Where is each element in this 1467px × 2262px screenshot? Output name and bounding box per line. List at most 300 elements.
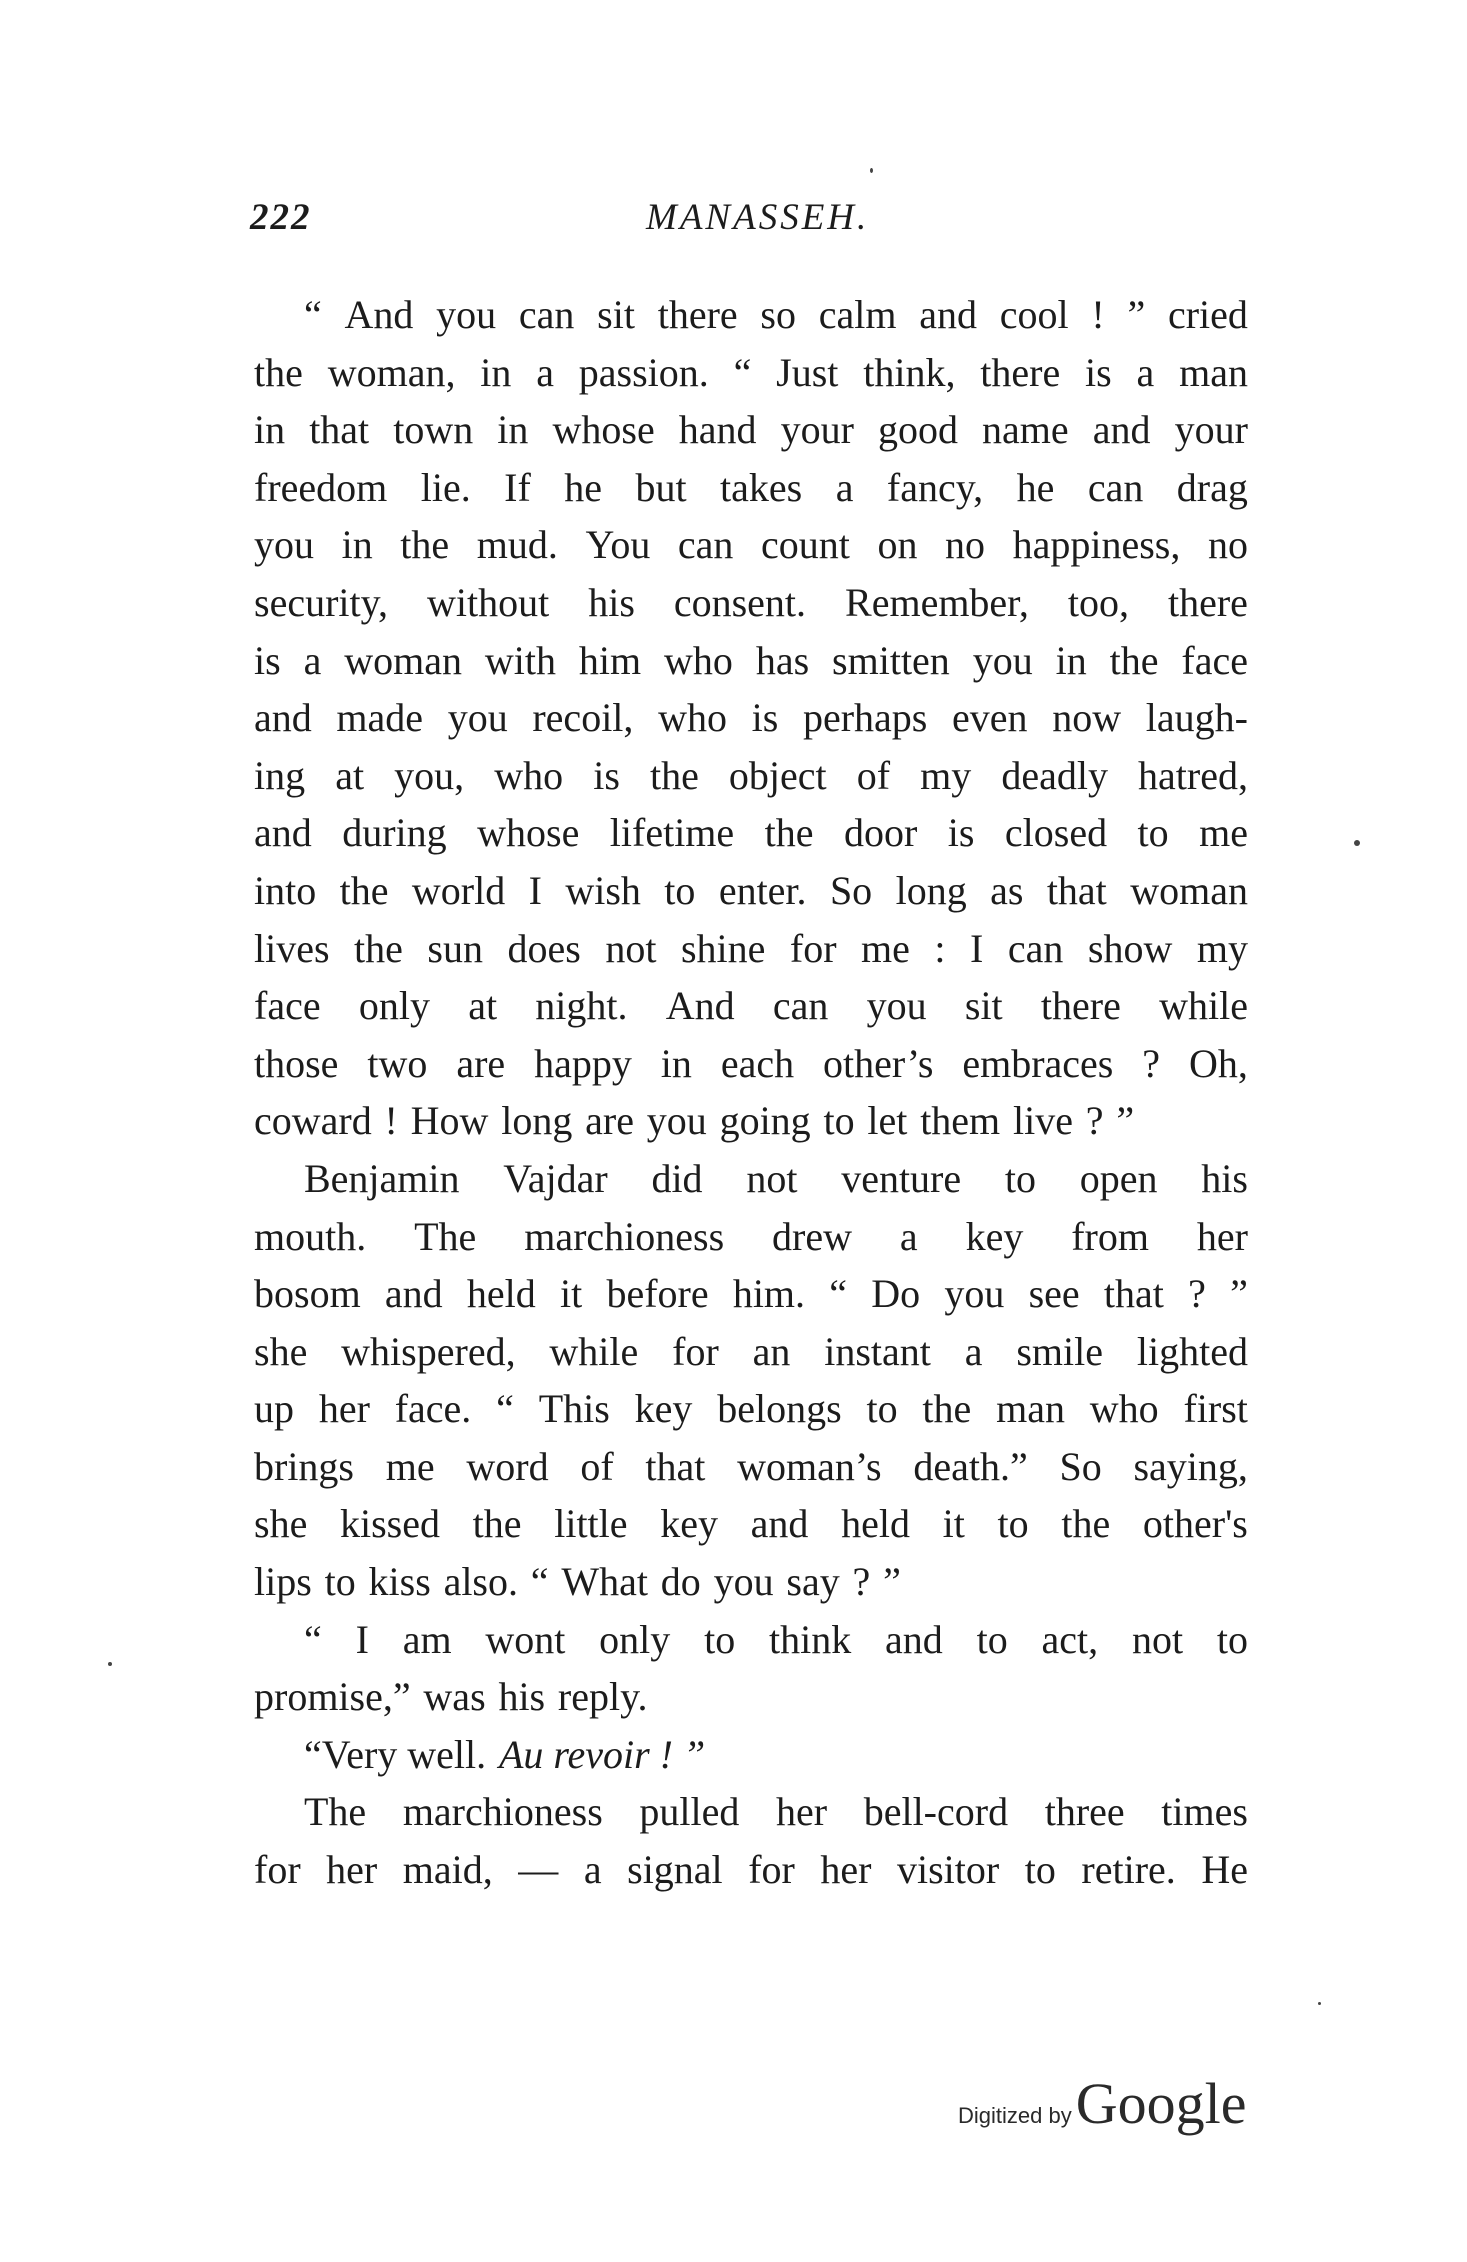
word: he — [1016, 464, 1055, 510]
word: “ — [530, 1559, 549, 1605]
word: signal — [627, 1847, 723, 1893]
word: key — [634, 1386, 693, 1432]
word: lips — [254, 1559, 312, 1605]
word: think, — [863, 349, 956, 395]
word: to — [324, 1559, 356, 1605]
page-header — [250, 196, 1250, 256]
word: live — [1012, 1098, 1073, 1144]
word: there — [1040, 983, 1121, 1029]
word: my — [1196, 925, 1248, 971]
word: drew — [772, 1213, 853, 1259]
word: ? — [1085, 1098, 1104, 1144]
word: long — [895, 867, 967, 913]
word: your — [780, 407, 854, 453]
google-logo: Google — [1075, 2071, 1247, 2136]
word: sun — [427, 925, 483, 971]
word: on — [877, 522, 918, 568]
word: and — [750, 1501, 809, 1547]
word: am — [402, 1616, 452, 1662]
word: saying, — [1133, 1443, 1248, 1489]
word: ing — [254, 752, 306, 798]
text-line — [254, 1841, 1248, 1899]
word: ” — [1127, 292, 1146, 337]
text-line — [254, 920, 1248, 978]
word: happiness, — [1012, 522, 1181, 568]
word: Benjamin — [304, 1155, 460, 1201]
word: and — [1092, 407, 1151, 453]
word: no — [1207, 522, 1248, 568]
word: key — [660, 1501, 718, 1547]
text-line — [254, 747, 1248, 805]
page-number: 222 — [250, 197, 312, 238]
word: little — [554, 1501, 628, 1547]
word: only — [599, 1616, 671, 1662]
word: open — [1079, 1155, 1158, 1201]
word: made — [336, 695, 424, 741]
word: think — [769, 1616, 852, 1662]
text-line — [254, 862, 1248, 920]
text-line — [254, 1380, 1248, 1438]
word: recoil, — [532, 695, 634, 741]
word: a — [536, 349, 554, 395]
word: and — [254, 810, 312, 856]
word: let — [867, 1098, 908, 1144]
word: that — [1103, 1271, 1164, 1317]
word: face — [254, 983, 321, 1029]
word: ? — [852, 1559, 871, 1605]
word: wont — [485, 1616, 566, 1662]
word: “ — [496, 1386, 514, 1432]
word: that — [309, 407, 370, 453]
word: see — [1028, 1271, 1080, 1317]
word: show — [1087, 925, 1173, 971]
word: for — [672, 1328, 719, 1374]
text-line — [254, 286, 1248, 344]
word: that — [1046, 867, 1107, 913]
word: for — [789, 925, 837, 971]
text-line — [254, 1265, 1248, 1323]
word: hatred, — [1138, 752, 1248, 798]
word: a — [303, 637, 322, 683]
word: you — [713, 1559, 774, 1605]
word: other’s — [823, 1040, 934, 1086]
word: only — [358, 983, 430, 1029]
word: belongs — [717, 1386, 842, 1432]
word: the — [1061, 1501, 1111, 1547]
word: did — [651, 1155, 703, 1201]
word: to — [1024, 1847, 1056, 1893]
word: from — [1071, 1213, 1149, 1259]
word: I — [528, 867, 542, 913]
word: without — [427, 579, 550, 625]
word: before — [606, 1271, 709, 1317]
word: kiss — [368, 1559, 431, 1605]
word: for — [748, 1847, 795, 1893]
word: as — [990, 867, 1024, 913]
word: “ — [733, 349, 752, 395]
word: : — [934, 925, 946, 971]
scan-speck — [1318, 2002, 1321, 2005]
italic-phrase: Au revoir ! ” — [498, 1731, 706, 1777]
word: she — [254, 1328, 308, 1374]
running-title: MANASSEH. — [646, 197, 870, 238]
word: coward — [254, 1098, 372, 1144]
text-line — [254, 344, 1248, 402]
word: even — [952, 695, 1028, 741]
word: act, — [1041, 1616, 1099, 1662]
word: happy — [534, 1040, 632, 1086]
word: You — [585, 522, 651, 568]
word: in — [341, 522, 373, 568]
word: lighted — [1136, 1328, 1248, 1374]
word: name — [982, 407, 1069, 453]
word: freedom — [254, 464, 388, 510]
word: the — [1109, 637, 1159, 683]
text-line — [254, 689, 1248, 747]
scan-speck — [870, 168, 873, 173]
word: a — [583, 1847, 602, 1893]
word: is — [593, 752, 620, 798]
word: and — [254, 695, 312, 741]
word: to — [976, 1616, 1008, 1662]
word: but — [635, 464, 687, 510]
word: woman’s — [737, 1443, 882, 1489]
word: closed — [1004, 810, 1108, 856]
word: Just — [776, 349, 839, 395]
word: instant — [824, 1328, 931, 1374]
word: first — [1183, 1386, 1248, 1432]
word: you — [646, 1098, 707, 1144]
word: at — [468, 983, 498, 1029]
word: Oh, — [1189, 1040, 1248, 1086]
word: whose — [477, 810, 580, 856]
word: he — [564, 464, 603, 510]
text-line — [254, 1035, 1248, 1093]
word: face — [1181, 637, 1248, 683]
word: his — [588, 579, 635, 625]
scan-speck — [108, 1662, 112, 1666]
body-text — [254, 286, 1248, 1899]
word: the — [649, 752, 699, 798]
word: drag — [1176, 464, 1248, 510]
text-line — [254, 1150, 1248, 1208]
word: and — [919, 292, 977, 337]
word: consent. — [673, 579, 807, 625]
word: So — [829, 867, 873, 913]
word: while — [1159, 983, 1248, 1029]
word: for — [254, 1847, 301, 1893]
text-line — [254, 1726, 1248, 1784]
word: face. — [394, 1386, 472, 1432]
word: of — [856, 752, 891, 798]
word: And — [344, 292, 414, 337]
word: smile — [1016, 1328, 1104, 1374]
word: can — [1087, 464, 1144, 510]
text-line — [254, 977, 1248, 1035]
word: two — [367, 1040, 428, 1086]
word: world — [411, 867, 506, 913]
text-line — [254, 1783, 1248, 1841]
word: held — [841, 1501, 910, 1547]
word: and — [885, 1616, 943, 1662]
word: man — [1179, 349, 1248, 395]
word: shine — [680, 925, 766, 971]
word: Vajdar — [503, 1155, 608, 1201]
word: say — [786, 1559, 840, 1605]
word: woman, — [327, 349, 456, 395]
word: perhaps — [802, 695, 928, 741]
word: whispered, — [341, 1328, 516, 1374]
word: and — [384, 1271, 443, 1317]
word: the — [472, 1501, 522, 1547]
word: bell-cord — [863, 1789, 1009, 1835]
word: it — [942, 1501, 965, 1547]
word: death.” — [913, 1443, 1028, 1489]
word: can — [677, 522, 734, 568]
word: she — [254, 1501, 308, 1547]
word: good — [877, 407, 958, 453]
word: you — [972, 637, 1033, 683]
word: hand — [678, 407, 757, 453]
word: to — [1137, 810, 1169, 856]
word: no — [945, 522, 986, 568]
word: the — [400, 522, 450, 568]
word: my — [920, 752, 972, 798]
word: there — [657, 292, 738, 337]
word: to — [1004, 1155, 1037, 1201]
word: enter. — [718, 867, 807, 913]
word: visitor — [896, 1847, 1000, 1893]
word: not — [1131, 1616, 1184, 1662]
word: brings — [254, 1443, 354, 1489]
word: The — [414, 1213, 477, 1259]
word: your — [1174, 407, 1248, 453]
word: He — [1201, 1847, 1248, 1893]
text-line — [254, 1611, 1248, 1669]
text-line — [254, 1208, 1248, 1266]
word: each — [720, 1040, 795, 1086]
word: in — [480, 349, 512, 395]
word: you — [254, 522, 314, 568]
word: was — [423, 1674, 486, 1720]
text-line — [254, 1092, 1248, 1150]
word: three — [1044, 1789, 1125, 1835]
word: cool — [999, 292, 1069, 337]
word: now — [1052, 695, 1122, 741]
word: to — [823, 1098, 855, 1144]
word: him — [578, 637, 642, 683]
word: embraces — [962, 1040, 1114, 1086]
word: the — [254, 349, 303, 395]
word: passion. — [578, 349, 709, 395]
word: I — [970, 925, 984, 971]
word: is — [254, 637, 281, 683]
word: mouth. — [254, 1213, 367, 1259]
word: her — [318, 1386, 370, 1432]
word: How — [410, 1098, 489, 1144]
word: “ — [829, 1271, 848, 1317]
digitized-by-watermark — [958, 2070, 1246, 2137]
word: in — [660, 1040, 692, 1086]
word: So — [1059, 1443, 1102, 1489]
word: long — [501, 1098, 573, 1144]
word: What — [561, 1559, 648, 1605]
word: bosom — [254, 1271, 361, 1317]
word: ? — [1142, 1040, 1161, 1086]
word: in — [254, 407, 286, 453]
text-run: “Very well. — [304, 1731, 487, 1777]
word: ” — [883, 1559, 901, 1605]
word: you — [944, 1271, 1005, 1317]
word: the — [922, 1386, 972, 1432]
word: pulled — [639, 1789, 740, 1835]
word: door — [843, 810, 918, 856]
text-line — [254, 401, 1248, 459]
text-line — [254, 804, 1248, 862]
word: word — [466, 1443, 549, 1489]
word: her — [326, 1847, 378, 1893]
word: “ — [304, 1616, 322, 1662]
word: me — [1199, 810, 1248, 856]
word: who — [664, 637, 733, 683]
word: them — [920, 1098, 1001, 1144]
word: a — [899, 1213, 918, 1259]
word: ? — [1188, 1271, 1206, 1317]
word: If — [504, 464, 531, 510]
word: lives — [254, 925, 330, 971]
word: the — [354, 925, 403, 971]
word: ” — [1230, 1271, 1248, 1317]
scan-speck — [1354, 840, 1360, 846]
word: do — [660, 1559, 701, 1605]
word: with — [484, 637, 557, 683]
word: who — [1089, 1386, 1159, 1432]
word: can — [1007, 925, 1064, 971]
word: a — [964, 1328, 983, 1374]
text-line — [254, 1323, 1248, 1381]
word: it — [559, 1271, 583, 1317]
text-line — [254, 1553, 1248, 1611]
word: me — [861, 925, 910, 971]
word: does — [507, 925, 581, 971]
word: kissed — [340, 1501, 440, 1547]
text-line — [254, 1438, 1248, 1496]
word: Remember, — [845, 579, 1029, 625]
word: The — [304, 1789, 367, 1835]
word: me — [385, 1443, 435, 1489]
word: you — [866, 983, 927, 1029]
word: an — [752, 1328, 791, 1374]
word: in — [1055, 637, 1087, 683]
word: too, — [1067, 579, 1129, 625]
word: town — [393, 407, 474, 453]
word: laugh- — [1145, 695, 1248, 741]
word: Do — [871, 1271, 921, 1317]
word: object — [728, 752, 827, 798]
word: cried — [1167, 292, 1248, 337]
word: those — [254, 1040, 339, 1086]
word: reply. — [557, 1674, 648, 1720]
word: there — [980, 349, 1061, 395]
text-line — [254, 1495, 1248, 1553]
word: the — [764, 810, 814, 856]
word: to — [997, 1501, 1029, 1547]
word: “ — [304, 292, 322, 337]
word: also. — [443, 1559, 518, 1605]
text-line — [254, 1668, 1248, 1726]
word: is — [947, 810, 975, 856]
word: is — [1085, 349, 1112, 395]
word: count — [761, 522, 850, 568]
word: are — [585, 1098, 634, 1144]
word: there — [1167, 579, 1248, 625]
word: while — [549, 1328, 639, 1374]
word: ! — [384, 1098, 398, 1144]
text-line — [254, 632, 1248, 690]
word: sit — [597, 292, 635, 337]
word: whose — [552, 407, 655, 453]
word: man — [996, 1386, 1065, 1432]
word: in — [497, 407, 529, 453]
word: her — [776, 1789, 828, 1835]
word: ” — [1116, 1098, 1135, 1144]
word: other's — [1142, 1501, 1248, 1547]
word: you — [447, 695, 508, 741]
word: his — [498, 1674, 546, 1720]
word: takes — [720, 464, 803, 510]
word: not — [746, 1155, 798, 1201]
word: venture — [841, 1155, 962, 1201]
word: key — [965, 1213, 1024, 1259]
word: times — [1161, 1789, 1248, 1835]
word: can — [772, 983, 829, 1029]
word: — — [518, 1847, 559, 1893]
word: a — [835, 464, 854, 510]
word: security, — [254, 579, 389, 625]
word: is — [751, 695, 779, 741]
word: calm — [818, 292, 897, 337]
word: so — [760, 292, 796, 337]
word: into — [254, 867, 317, 913]
word: the — [339, 867, 389, 913]
word: you — [436, 292, 497, 337]
word: mud. — [476, 522, 558, 568]
word: to — [866, 1386, 898, 1432]
word: to — [704, 1616, 736, 1662]
word: deadly — [1001, 752, 1108, 798]
word: going — [719, 1098, 811, 1144]
word: marchioness — [402, 1789, 603, 1835]
word: has — [755, 637, 810, 683]
word: maid, — [402, 1847, 493, 1893]
word: her — [820, 1847, 872, 1893]
digitized-by-label: Digitized by — [958, 2103, 1072, 2128]
word: his — [1201, 1155, 1248, 1201]
word: This — [538, 1386, 610, 1432]
word: at — [335, 752, 365, 798]
word: up — [254, 1386, 294, 1432]
word: that — [645, 1443, 706, 1489]
word: lie. — [420, 464, 471, 510]
word: who — [494, 752, 564, 798]
word: you, — [394, 752, 465, 798]
word: during — [342, 810, 447, 856]
word: night. — [535, 983, 628, 1029]
word: of — [580, 1443, 614, 1489]
word: who — [658, 695, 727, 741]
word: woman — [1130, 867, 1248, 913]
word: can — [518, 292, 575, 337]
